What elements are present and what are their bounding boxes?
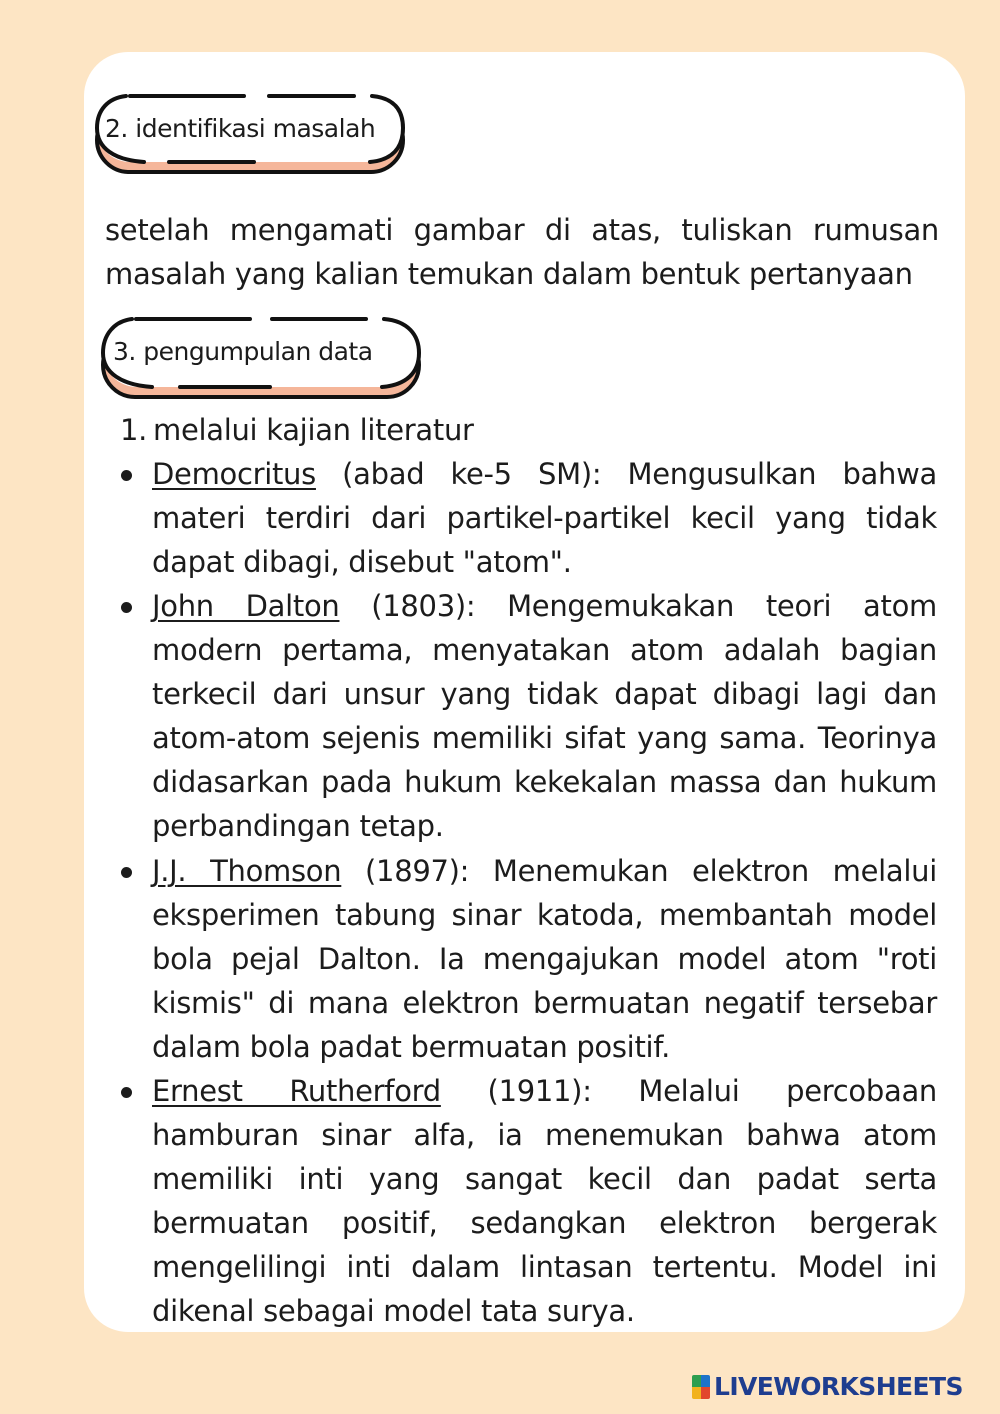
list-item-thomson xyxy=(152,849,937,1069)
liveworksheets-brand[interactable] xyxy=(692,1372,963,1401)
list-heading xyxy=(120,408,474,452)
section-title: 3. pengumpulan data xyxy=(113,337,373,366)
bullet-dot xyxy=(121,602,132,613)
list-item-dalton xyxy=(152,584,937,848)
list-item-democritus xyxy=(152,452,937,584)
scientist-description: (1911): Melalui percobaan hamburan sinar alfa, ia menemukan bahwa atom memiliki inti yang sangat kecil dan padat serta bermuatan positif, sedangkan elektron bergerak mengelilingi inti dalam lintasan tertentu. Model ini dikenal sebagai model tata surya. xyxy=(152,1074,937,1328)
section-pill-pengumpulan xyxy=(100,313,426,405)
brand-name: LIVEWORKSHEETS xyxy=(714,1372,963,1401)
list-heading-text: melalui kajian literatur xyxy=(153,413,474,447)
scientist-name: Ernest Rutherford xyxy=(152,1074,441,1108)
scientist-name: Democritus xyxy=(152,457,316,491)
scientist-name: J.J. Thomson xyxy=(152,854,342,888)
list-item-rutherford xyxy=(152,1069,937,1333)
scientist-description: (1897): Menemukan elektron melalui eksperimen tabung sinar katoda, membantah model bola pejal Dalton. Ia mengajukan model atom "roti kismis" di mana elektron bermuatan negatif tersebar dalam bola padat bermuatan positif. xyxy=(152,854,937,1064)
bullet-dot xyxy=(121,470,132,481)
bullet-dot xyxy=(121,867,132,878)
section-pill-identifikasi xyxy=(94,90,410,180)
list-number: 1. xyxy=(120,413,148,447)
instruction-text: setelah mengamati gambar di atas, tuliskan rumusan masalah yang kalian temukan dalam bentuk pertanyaan xyxy=(105,213,939,291)
scientist-description: (abad ke-5 SM): Mengusulkan bahwa materi terdiri dari partikel-partikel kecil yang tidak dapat dibagi, disebut "atom". xyxy=(152,457,937,579)
scientist-description: (1803): Mengemukakan teori atom modern pertama, menyatakan atom adalah bagian terkecil dari unsur yang tidak dapat dibagi lagi dan atom-atom sejenis memiliki sifat yang sama. Teorinya didasarkan pada hukum kekekalan massa dan hukum perbandingan tetap. xyxy=(152,589,937,843)
scientist-name: John Dalton xyxy=(152,589,340,623)
liveworksheets-logo-icon xyxy=(692,1375,710,1399)
bullet-dot xyxy=(121,1087,132,1098)
section-title: 2. identifikasi masalah xyxy=(105,114,376,143)
